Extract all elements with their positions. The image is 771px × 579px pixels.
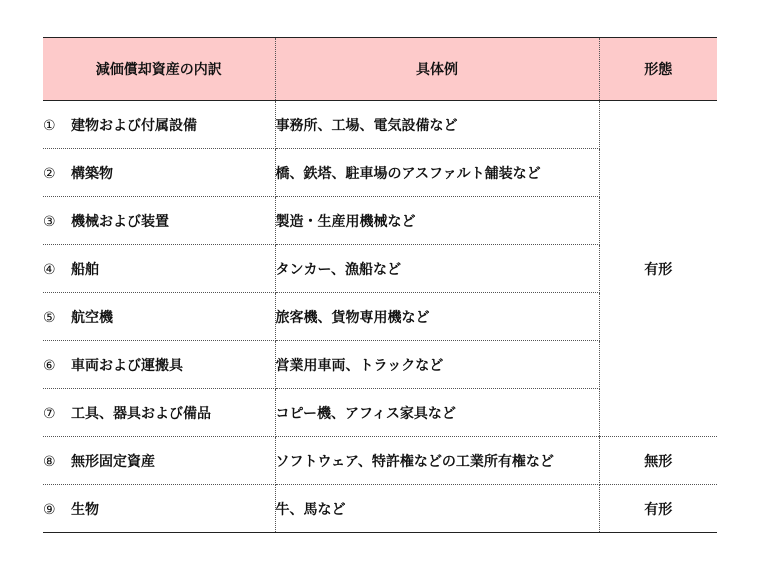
depreciable-assets-table <box>43 37 717 533</box>
asset-example: 営業用車両、トラックなど <box>275 341 599 389</box>
asset-name: 生物 <box>71 501 99 518</box>
asset-name: 航空機 <box>71 309 113 326</box>
asset-example: 旅客機、貨物専用機など <box>275 293 599 341</box>
asset-name-cell <box>43 437 275 485</box>
asset-name-cell <box>43 485 275 533</box>
asset-name-cell <box>43 149 275 197</box>
asset-example: 製造・生産用機械など <box>275 197 599 245</box>
asset-example: 牛、馬など <box>275 485 599 533</box>
asset-example: 事務所、工場、電気設備など <box>275 101 599 149</box>
form-intangible: 無形 <box>599 437 717 485</box>
asset-name: 機械および装置 <box>71 213 169 230</box>
asset-name: 車両および運搬具 <box>71 357 183 374</box>
asset-name: 建物および付属設備 <box>71 117 197 134</box>
asset-example: 橋、鉄塔、駐車場のアスファルト舗装など <box>275 149 599 197</box>
asset-name-cell <box>43 197 275 245</box>
asset-name: 工具、器具および備品 <box>71 405 211 422</box>
asset-name: 無形固定資産 <box>71 453 155 470</box>
row-number: ⑥ <box>43 357 56 374</box>
asset-example: コピー機、アフィス家具など <box>275 389 599 437</box>
row-number: ⑦ <box>43 405 56 422</box>
row-number: ⑨ <box>43 501 56 518</box>
row-number: ④ <box>43 261 56 278</box>
form-tangible: 有形 <box>599 101 717 437</box>
row-number: ③ <box>43 213 56 230</box>
asset-name-cell <box>43 101 275 149</box>
asset-name: 船舶 <box>71 261 99 278</box>
asset-name: 構築物 <box>71 165 113 182</box>
header-asset-breakdown: 減価償却資産の内訳 <box>43 38 275 101</box>
asset-name-cell <box>43 293 275 341</box>
form-tangible: 有形 <box>599 485 717 533</box>
table-row <box>43 485 717 533</box>
row-number: ⑤ <box>43 309 56 326</box>
header-form: 形態 <box>599 38 717 101</box>
table-row <box>43 437 717 485</box>
header-examples: 具体例 <box>275 38 599 101</box>
asset-name-cell <box>43 389 275 437</box>
asset-name-cell <box>43 245 275 293</box>
row-number: ② <box>43 165 56 182</box>
row-number: ⑧ <box>43 453 56 470</box>
asset-example: タンカー、漁船など <box>275 245 599 293</box>
asset-example: ソフトウェア、特許権などの工業所有権など <box>275 437 599 485</box>
row-number: ① <box>43 117 56 134</box>
table-row <box>43 101 717 149</box>
asset-name-cell <box>43 341 275 389</box>
header-row <box>43 38 717 101</box>
